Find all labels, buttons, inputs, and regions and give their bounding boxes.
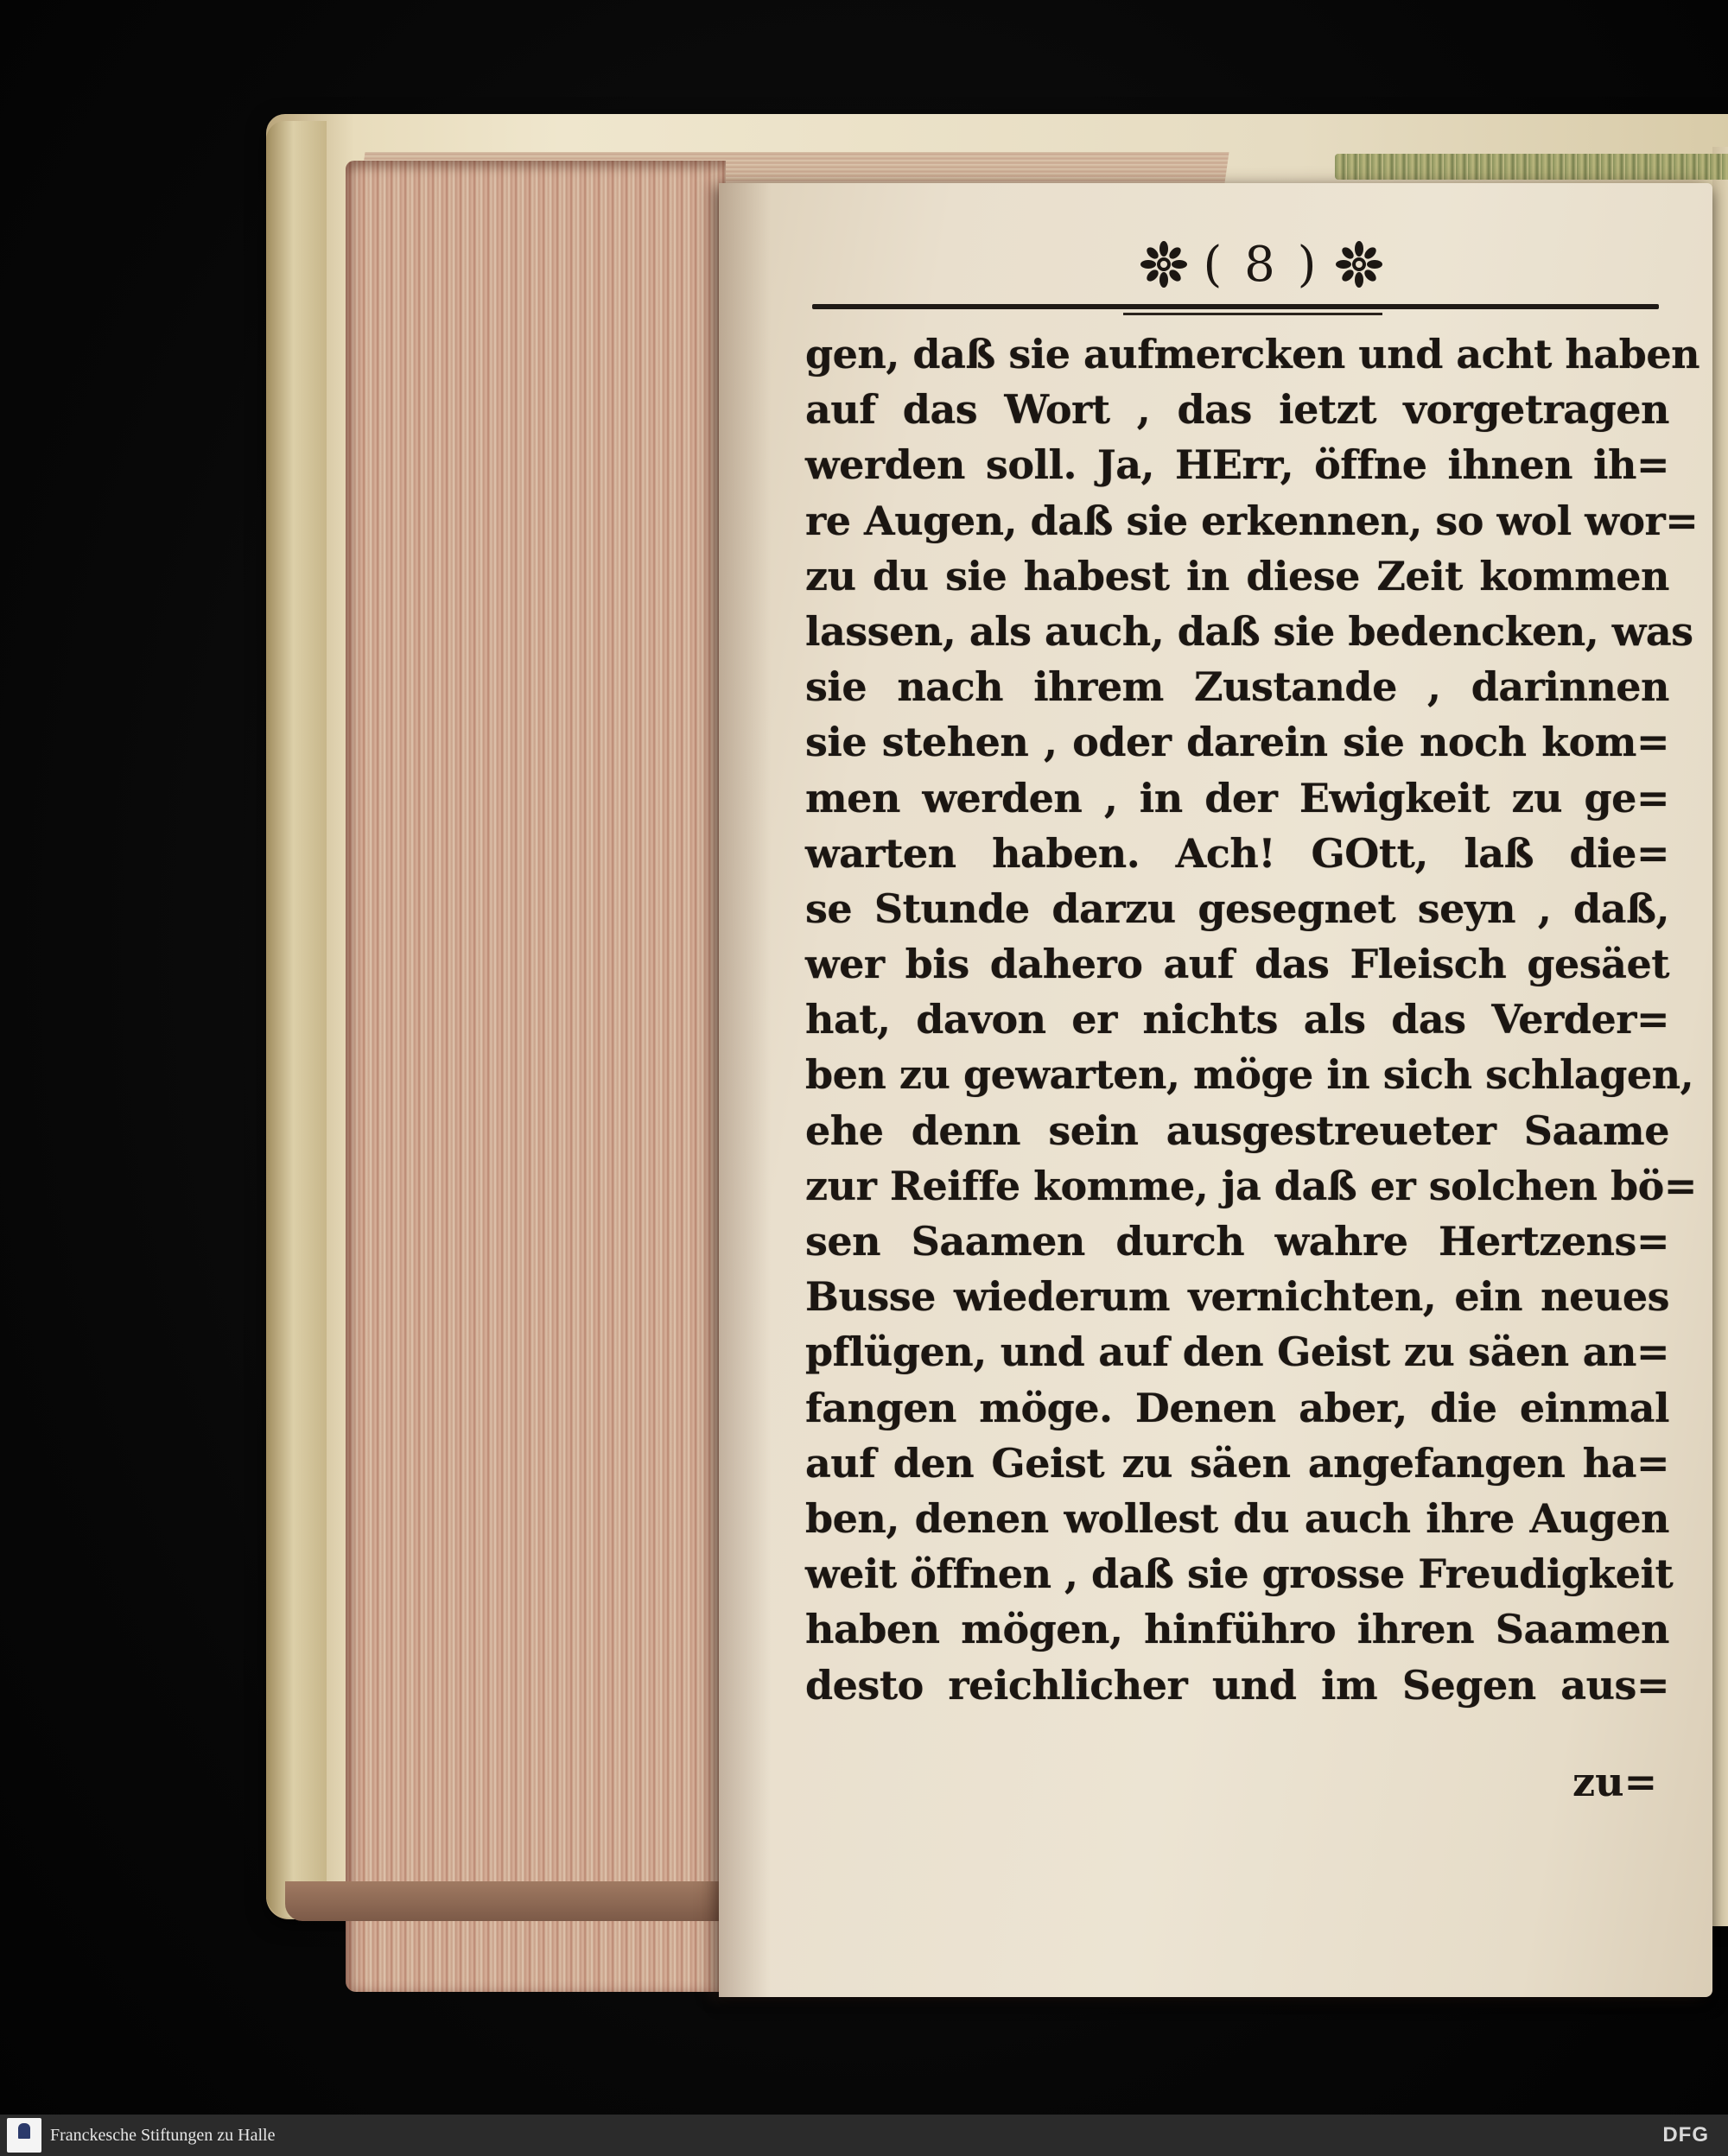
text-line: men werden , in der Ewigkeit zu ge=	[805, 774, 1669, 821]
text-line: wer bis dahero auf das Fleisch gesäet	[805, 941, 1669, 988]
franckesche-stiftungen-logo-icon[interactable]	[7, 2118, 41, 2153]
text-line: haben mögen, hinführo ihren Saamen	[805, 1606, 1669, 1653]
text-line: Busse wiederum vernichten, ein neues	[805, 1273, 1669, 1321]
catchword: zu=	[1572, 1759, 1658, 1805]
text-line: werden soll. Ja, HErr, öffne ihnen ih=	[805, 441, 1669, 489]
header-rule-thin	[1123, 313, 1382, 315]
page-header	[1110, 230, 1413, 299]
page-edges-stack	[346, 161, 726, 1992]
text-line: sie nach ihrem Zustande , darinnen	[805, 663, 1669, 711]
text-line: re Augen, daß sie erkennen, so wol wor=	[805, 497, 1699, 544]
gutter-shadow	[719, 183, 771, 1997]
text-line: zu du sie habest in diese Zeit kommen	[805, 552, 1669, 599]
text-line: desto reichlicher und im Segen aus=	[805, 1661, 1669, 1709]
rosette-ornament-icon	[1140, 240, 1188, 289]
binding-bottom	[285, 1881, 769, 1921]
text-line: pflügen, und auf den Geist zu säen an=	[805, 1328, 1669, 1376]
text-line: hat, davon er nichts als das Verder=	[805, 996, 1669, 1043]
text-line: zur Reiffe komme, ja daß er solchen bö=	[805, 1162, 1697, 1209]
text-line: ehe denn sein ausgestreueter Saame	[805, 1107, 1669, 1154]
institution-name[interactable]: Franckesche Stiftungen zu Halle	[50, 2126, 276, 2145]
text-line: lassen, als auch, daß sie bedencken, was	[805, 607, 1693, 655]
text-line: auf den Geist zu säen angefangen ha=	[805, 1439, 1669, 1487]
text-line: sen Saamen durch wahre Hertzens=	[805, 1218, 1669, 1265]
text-line: warten haben. Ach! GOtt, laß die=	[805, 829, 1669, 877]
header-rule	[812, 304, 1659, 309]
text-line: gen, daß sie aufmercken und acht haben	[805, 331, 1700, 377]
text-line: weit öffnen , daß sie grosse Freudigkeit	[805, 1550, 1674, 1598]
text-line: ben, denen wollest du auch ihre Augen	[805, 1494, 1669, 1542]
facing-page-edge	[1712, 147, 1728, 1926]
viewer-footer-bar	[0, 2115, 1728, 2156]
text-line: fangen möge. Denen aber, die einmal	[805, 1384, 1669, 1431]
headband	[1335, 154, 1728, 180]
rosette-ornament-icon	[1335, 240, 1383, 289]
text-line: auf das Wort , das ietzt vorgetragen	[805, 386, 1669, 434]
body-text	[805, 327, 1700, 1713]
page-number: ( 8 )	[1203, 236, 1320, 293]
text-line: ben zu gewarten, möge in sich schlagen,	[805, 1051, 1694, 1099]
dfg-logo[interactable]: DFG	[1662, 2123, 1709, 2146]
text-line: sie stehen , oder darein sie noch kom=	[805, 719, 1669, 766]
text-line: se Stunde darzu gesegnet seyn , daß,	[805, 885, 1669, 932]
binding-spine	[266, 121, 327, 1918]
